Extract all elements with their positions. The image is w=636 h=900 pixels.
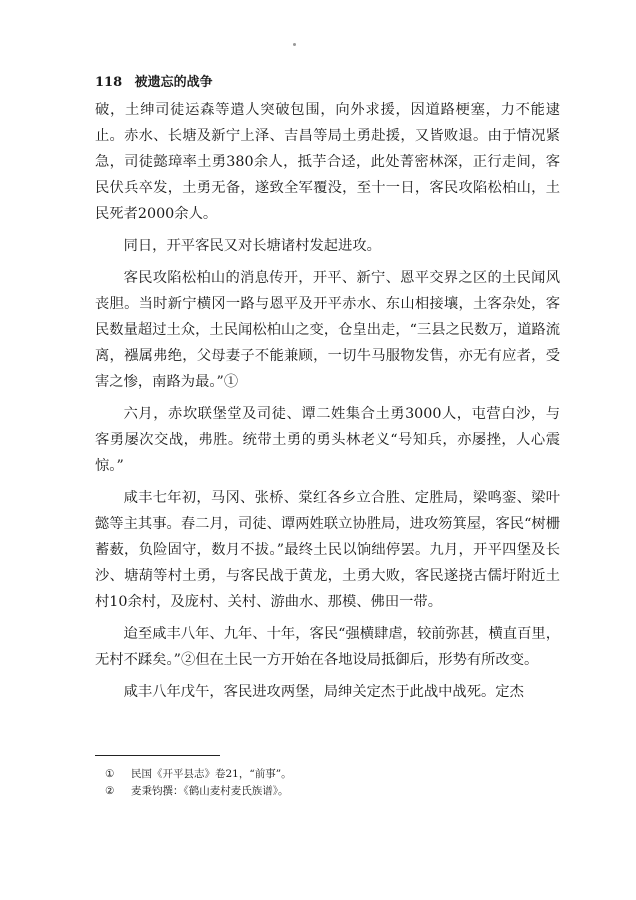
footnote-text: 麦秉钧撰：《鹤山麦村麦氏族谱》。 [131,785,289,797]
running-header [95,71,213,90]
footnote-text: 民国《开平县志》卷21，“前事”。 [131,768,292,780]
body-text [95,97,560,711]
footnote-mark: ① [105,768,115,780]
paragraph: 咸丰七年初，马冈、张桥、棠红各乡立合胜、定胜局，梁鸣銮、梁叶懿等主其事。春二月，司徒、谭两姓联立协胜局，进攻笏箕屋，客民“树栅蓄薮，负险固守，数月不拔。”最终土民以饷绌停罢。九月，开平四堡及长沙、塘葫等村土勇，与客民战于黄龙，土勇大败，客民遂挠古儒圩附近土村10余村，及庞村、关村、游曲水、那模、佛田一带。 [95,490,560,610]
paragraph: 咸丰八年戊午，客民进攻两堡，局绅关定杰于此战中战死。定杰 [123,684,524,700]
footnote [105,783,560,800]
paragraph: 六月，赤坎联堡堂及司徒、谭二姓集合土勇3000人，屯营白沙，与客勇屡次交战，弗胜。统带土勇的勇头林老义“号知兵，亦屡挫，人心震惊。” [95,406,560,474]
paragraph: 客民攻陷松柏山的消息传开，开平、新宁、恩平交界之区的土民闻风丧胆。当时新宁横冈一路与恩平及开平赤水、东山相接壤，土客杂处，客民数量超过土众，土民闻松柏山之变，仓皇出走，“三县之民数万，道路流离，襁属弗绝，父母妻子不能兼顾，一切牛马服物发售，亦无有应者，受害之惨，南路为最。”① [95,270,560,390]
book-title: 被遗忘的战争 [134,75,213,90]
footnote [105,766,560,783]
paragraph: 同日，开平客民又对长塘诸村发起进攻。 [123,238,381,254]
footnotes [105,766,560,800]
page-number: 118 [95,75,123,90]
footnote-divider [95,755,220,756]
scan-speck [293,43,296,46]
paragraph: 迨至咸丰八年、九年、十年，客民“强横肆虐，较前弥甚，横直百里，无村不蹂矣。”②但在土民一方开始在各地设局抵御后，形势有所改变。 [95,626,560,668]
footnote-mark: ② [105,785,115,797]
paragraph-continued: 破，土绅司徒运森等遣人突破包围，向外求援，因道路梗塞，力不能逮止。赤水、长塘及新宁上泽、吉昌等局土勇赴援，又皆败退。由于情况紧急，司徒懿璋率土勇380余人，抵芋合迳，此处菁密林深，正行走间，客民伏兵卒发，土勇无备，遂致全军覆没，至十一日，客民攻陷松柏山，土民死者2000余人。 [95,102,560,222]
